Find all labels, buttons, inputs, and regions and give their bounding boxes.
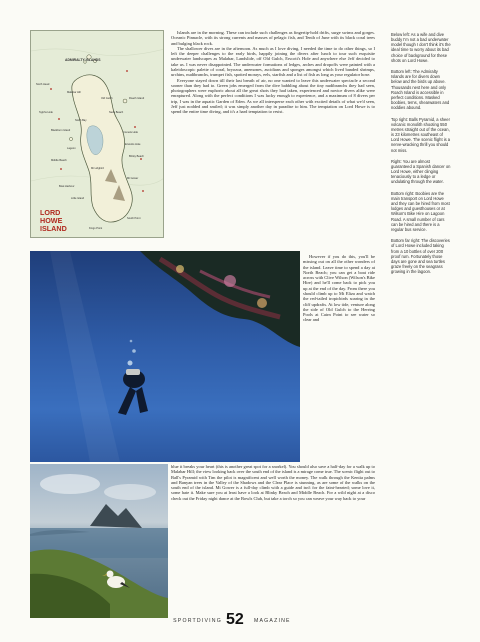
map-label: Kings Point — [89, 227, 103, 230]
photo-caption: Bottom left: The Admiralty Islands are for divers down below and the birds up above. Thousands nest here and only Roach Island is accessible in perfect conditions. Masked boobies, terns, shearwaters and noddies abound. — [391, 69, 450, 111]
map-label: Mt Gower — [127, 177, 139, 180]
map-label: South Point — [127, 217, 141, 220]
underwater-diver-photo — [30, 251, 300, 462]
page-footer — [0, 611, 480, 631]
map-title-line: LORD — [40, 208, 61, 217]
map-label: Sylphs Hole — [39, 111, 53, 114]
photo-caption: Right: You are almost guaranteed a Spanish dancer on Lord Howe, either clinging tenaciously to a ledge or undulating through the water. — [391, 158, 451, 185]
map-label: Erscotts Hole — [125, 143, 141, 146]
map-label: North Bay — [75, 119, 87, 122]
article-paragraph: Islands are in the morning. These can include such challenges as fingertip-hold drifts, surge swims and gorges. Oceanic Pinnacle, with its strong currents and masses of pelagic fish, and Tenth of June with its black coral trees and bulging black rock. — [171, 30, 375, 46]
page-number: 52 — [226, 611, 244, 628]
map-label: Middle Beach — [51, 159, 67, 162]
article-column-top — [171, 30, 375, 115]
map-islands-label: ADMIRALTY ISLANDS — [65, 58, 101, 62]
reef-scene-graphic — [30, 251, 300, 462]
map-label: Little Island — [71, 197, 85, 200]
map-label: Lagoon — [67, 147, 76, 150]
map-label: Mt Lidgbird — [91, 167, 104, 170]
map-title — [40, 208, 103, 234]
map-label: Blackburn Island — [51, 129, 71, 132]
island-outline-graphic — [31, 31, 164, 238]
map-label: Blinky Beach — [129, 155, 144, 158]
coast-bird-photo — [30, 464, 168, 618]
photo-caption: Bottom far right: The discoveries of Lord Howe included taking from a 10 bottles of over 200 proof rum. Fortunately those days are gone and sea turtles graze freely on the seagrass growing in the lagoon. — [391, 238, 450, 275]
island-map — [30, 30, 164, 238]
footer-magazine-name: SPORTDIVING — [173, 618, 222, 624]
map-label: Old Gulch — [101, 97, 113, 100]
article-paragraph: blue it breaks your heart (this is another great spot for a snorkel). You should also save a half-day for a walk up to Malabar Hill; the view looking back over the south end of the island is a mirage come true. The scenic flight out to Ball's Pyramid with Tim the pilot is magnificent and well worth the money. The walk through the Kentia palms and Banyan trees in the Valley of the Shadows and the Clear Place is stunning, as are some of the walks on the south end of the island. Mt Gower is a full-day climb with a guide and isn't for the faint-hearted; some love it, some hate it. Make sure you at least have a look at Blinky Beach and Middle Beach. For a wild night at a disco check out the Friday night dance at the Bowls Club, but take a torch so you can weave your way back to your — [171, 464, 375, 501]
article-column-side — [303, 254, 375, 323]
map-label: Comets Hole — [123, 131, 138, 134]
map-label: Roach Island — [129, 97, 145, 100]
map-label: Neds Beach — [109, 111, 124, 114]
photo-caption: Top right: Balls Pyramid, a sheer volcanic monolith shooting 550 metres straight out of the ocean, is 23 kilometres southeast of Lord Howe. The scenic flight is a nerve-wracking thrill you should not miss. — [391, 116, 451, 153]
photo-caption: Bottom right: Boobies are the main transport on Lord Howe and they can be hired from most lodges and guesthouses or at Wilson's Bike Hire on Lagoon Road. A small number of cars can be hired and there is a regular bus service. — [391, 190, 450, 232]
map-title-line: ISLAND — [40, 224, 67, 234]
article-paragraph: However if you do this, you'll be missing out on all the other wonders of the island. Leave time to spend a day at North Beach; you can get a boat ride across with Clive Wilson (Wilson's Bike Hire) and he'll come back to pick you up at the end of the day. From there you should climb up to Mt Eliza and watch the red-tailed tropicbirds soaring in the cliff updrafts. At low tide, venture along the side of Old Gulch to the Herring Pools at Cairn Point to see water so clear and — [303, 254, 375, 323]
article-paragraph: The shallower dives are in the afternoon. As much as I love diving, I needed the time to do other things, so I left the deeper challenges to the early birds, happily joining the divers after lunch to tour such exquisite underwater landscapes as Malabar, Landslide, off Old Gulch, Erscott's Hole and anywhere else Jeff decided to take us. I was never disappointed. The underwater formations of ledges, arches and dropoffs were painted with a kaleidoscopic palette of coral, bryozoa, anemones, ascidians and sponges amongst which lived banded shrimps, urchins, nudibranchs, trumpet fish, spotted morays, eels, starfish and a list of fish as long as your regulator hose. — [171, 45, 375, 78]
map-label: North Head — [36, 83, 50, 86]
map-label: Malabar Hill — [67, 91, 81, 94]
footer-magazine-word: MAGAZINE — [254, 618, 291, 624]
article-paragraph: Everyone stayed down till their last breath of air, no one wanted to leave this underwater spectacle a second sooner than they had to. Green jobs emerged from the dive babbling about the tiny nudibranchs they had seen, photographers were euphoric about all the great shots they had taken, experienced and novice divers alike were enraptured. Along with the perfect conditions I was lucky enough to experience, and a maximum of 8 divers per trip, I was in the aquatic Garden of Eden. As we all intersperse each other with excited details of what we'd seen, Jeff just nodded and smiled; it was simply another day in paradise to him. The temptation on Lord Howe is to spend the entire time diving, and it's a hard temptation to resist. — [171, 77, 375, 115]
coast-scene-graphic — [30, 464, 168, 618]
photo-caption: Below left: As a wife and dive buddy I'm not a bad underwater model though I don't think it's the ideal time to worry about its bad choice of background for these shots on Lord Howe. — [391, 32, 451, 63]
article-column-bottom — [171, 464, 375, 501]
map-title-line: HOWE — [40, 216, 63, 226]
map-label: Boat Harbour — [59, 185, 75, 188]
caption-column — [391, 32, 451, 281]
